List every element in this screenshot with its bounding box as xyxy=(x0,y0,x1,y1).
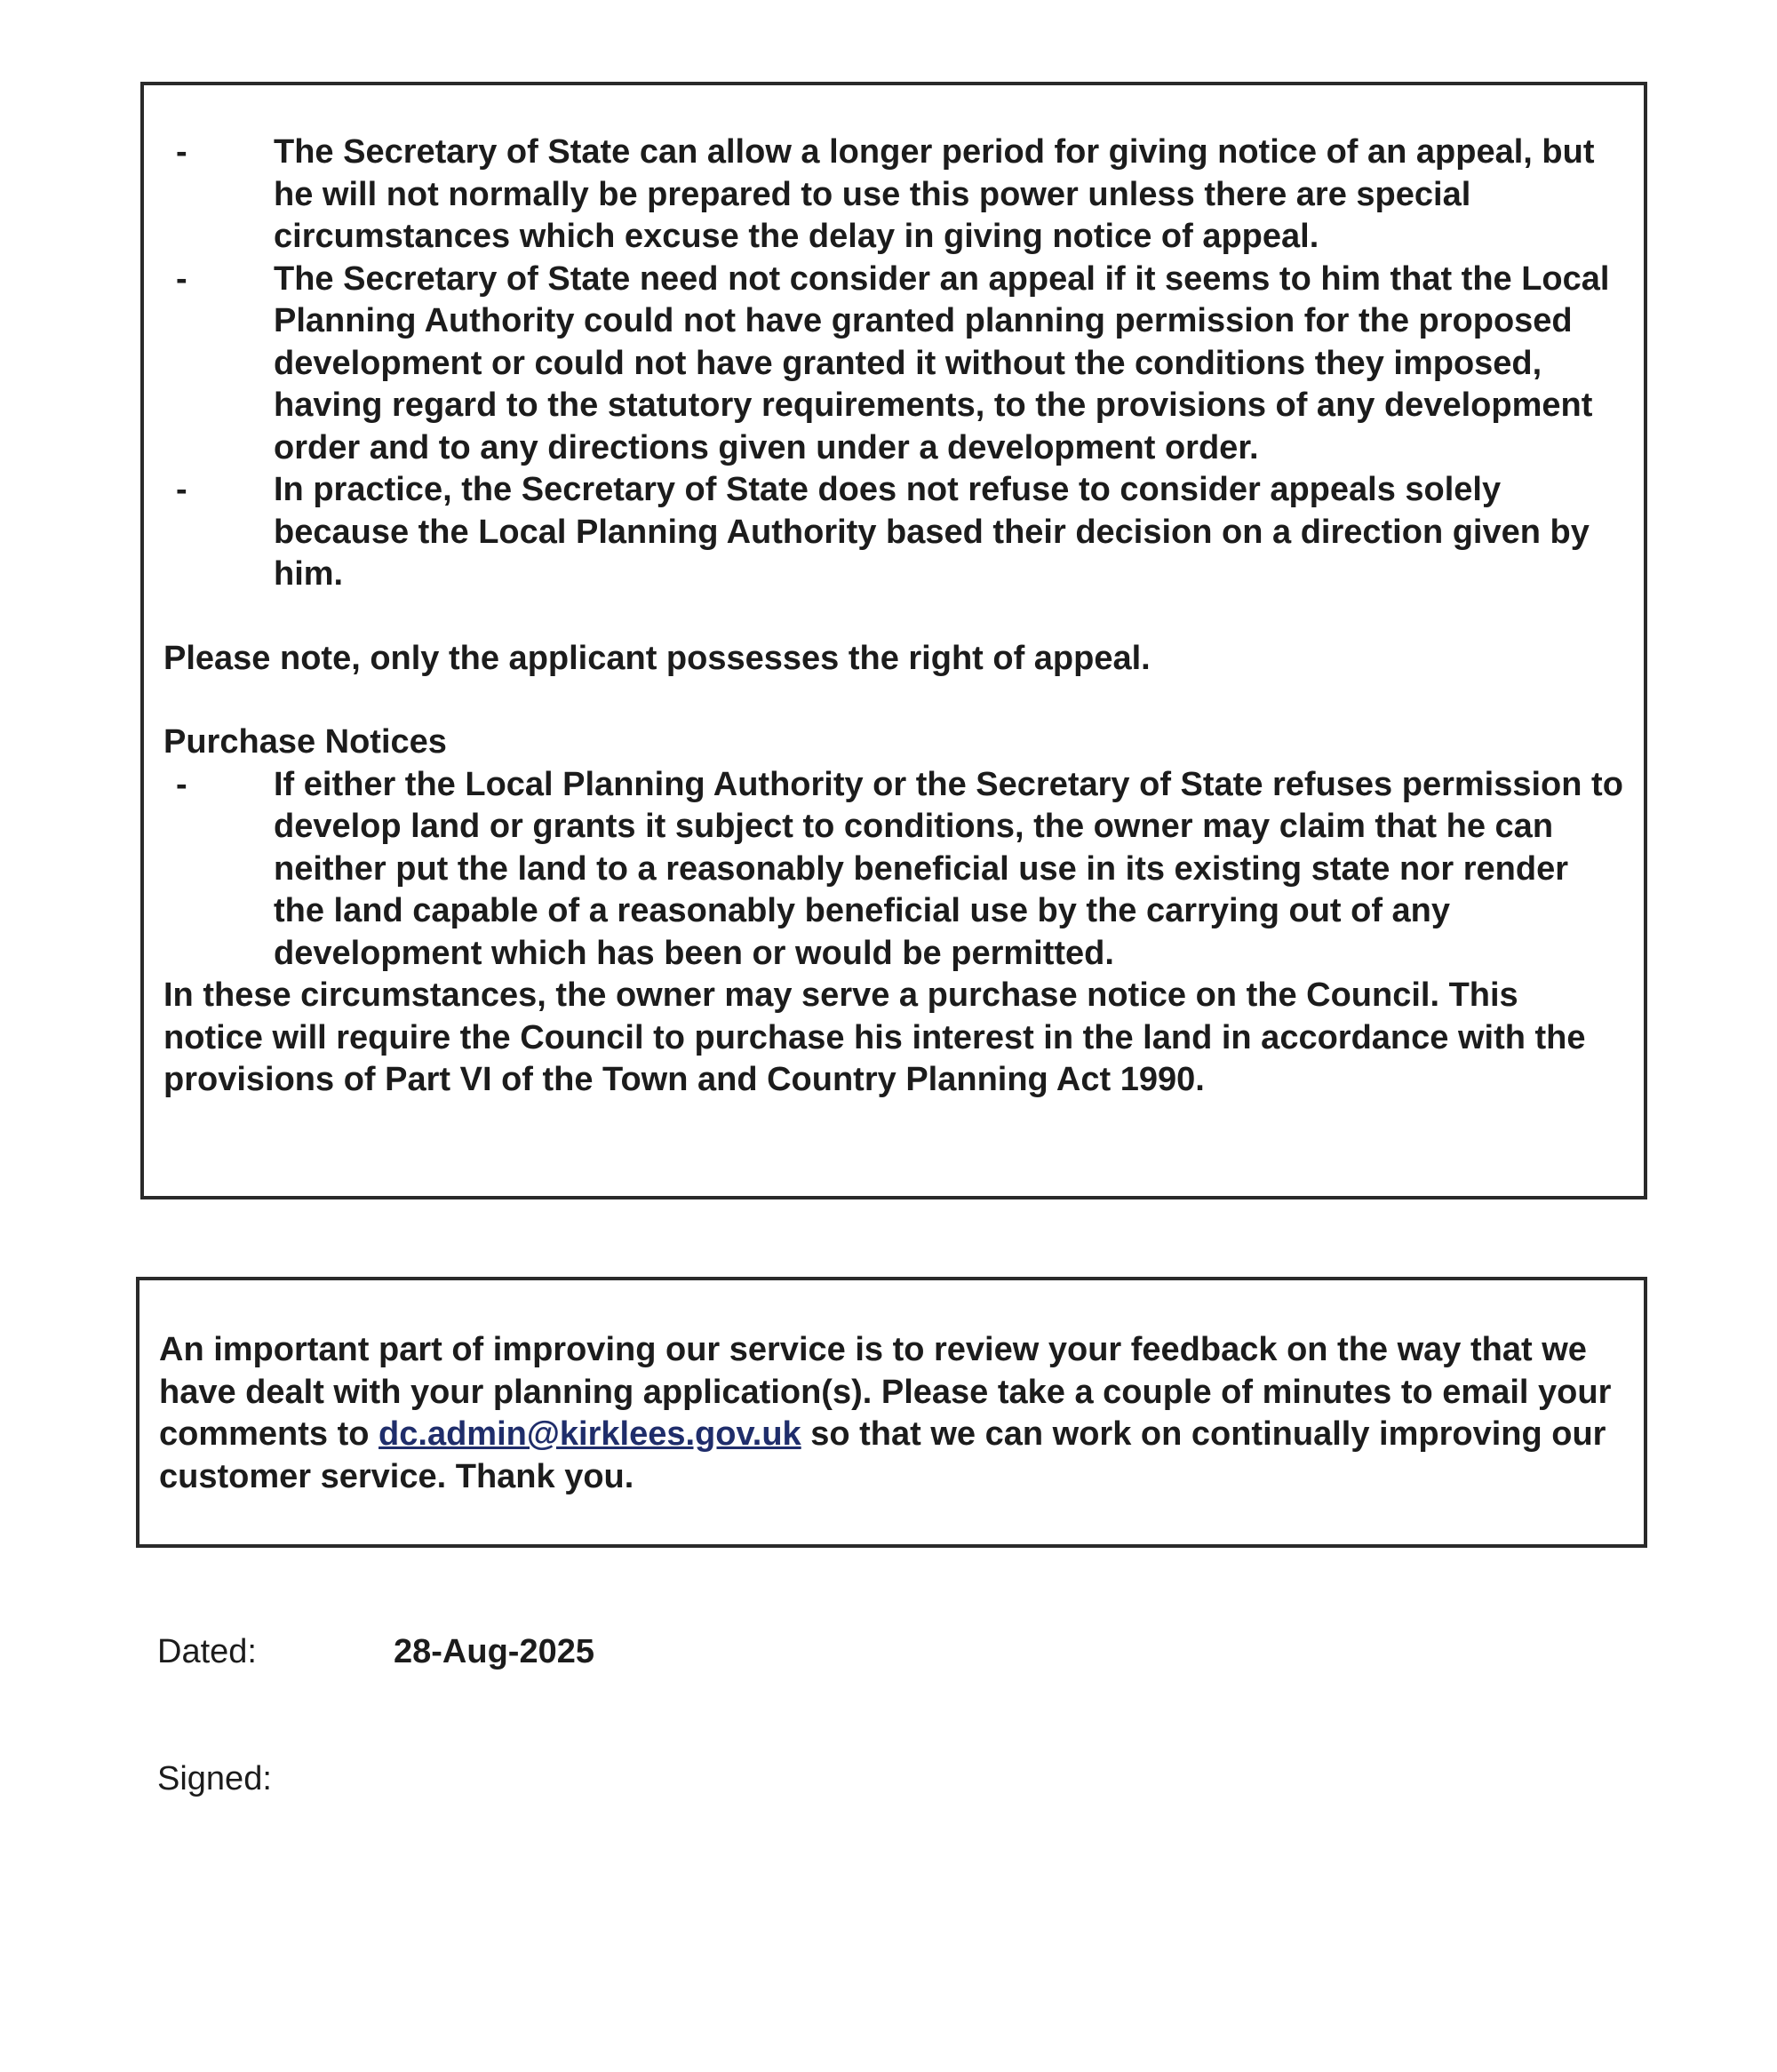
feedback-text-before: An important part of improving our service is to review your feedback on the way that we have dealt with your planning application(s). Please take a couple of minutes to email your comments to xyxy=(159,1331,1612,1453)
bullet-text: If either the Local Planning Authority or the Secretary of State refuses permission to develop land or grants it subject to conditions, the owner may claim that he can neither put the land to a reasonably beneficial use in its existing state nor render the land capable of a reasonably beneficial use by the carrying out of any development which has been or would be permitted. xyxy=(274,765,1623,972)
appeals-info-box xyxy=(140,82,1647,1199)
feedback-text-after: so that we can work on continually improving our customer service. Thank you. xyxy=(159,1415,1606,1495)
purchase-notice-paragraph: In these circumstances, the owner may serve a purchase notice on the Council. This notice will require the Council to purchase his interest in the land in accordance with the provisions of Part VI of the Town and Country Planning Act 1990. xyxy=(163,976,1586,1098)
bullet-text: The Secretary of State can allow a longer period for giving notice of an appeal, but he will not normally be prepared to use this power unless there are special circumstances which excuse the delay in giving notice of appeal. xyxy=(274,133,1595,255)
bullet-mark: - xyxy=(176,133,187,171)
bullet-item xyxy=(163,764,1626,976)
purchase-notices-heading: Purchase Notices xyxy=(163,723,447,761)
dated-value: 28-Aug-2025 xyxy=(394,1633,594,1670)
bullet-mark: - xyxy=(176,765,187,803)
dated-label: Dated: xyxy=(157,1633,257,1670)
feedback-box xyxy=(136,1277,1647,1548)
bullet-item xyxy=(163,259,1626,470)
appeal-rights-note: Please note, only the applicant possesses the right of appeal. xyxy=(163,639,1151,677)
bullet-text: The Secretary of State need not consider an appeal if it seems to him that the Local Planning Authority could not have granted planning permission for the proposed development or could not have granted it without the conditions they imposed, having regard to the statutory requirements, to the provisions of any development order and to any directions given under a development order. xyxy=(274,259,1610,466)
feedback-paragraph xyxy=(159,1329,1626,1498)
bullet-item xyxy=(163,131,1626,259)
bullet-text: In practice, the Secretary of State does not refuse to consider appeals solely because the Local Planning Authority based their decision on a direction given by him. xyxy=(274,471,1590,593)
feedback-email-link[interactable]: dc.admin@kirklees.gov.uk xyxy=(379,1415,801,1453)
bullet-item xyxy=(163,469,1626,596)
signed-label: Signed: xyxy=(157,1760,272,1797)
bullet-mark: - xyxy=(176,471,187,508)
bullet-mark: - xyxy=(176,259,187,298)
